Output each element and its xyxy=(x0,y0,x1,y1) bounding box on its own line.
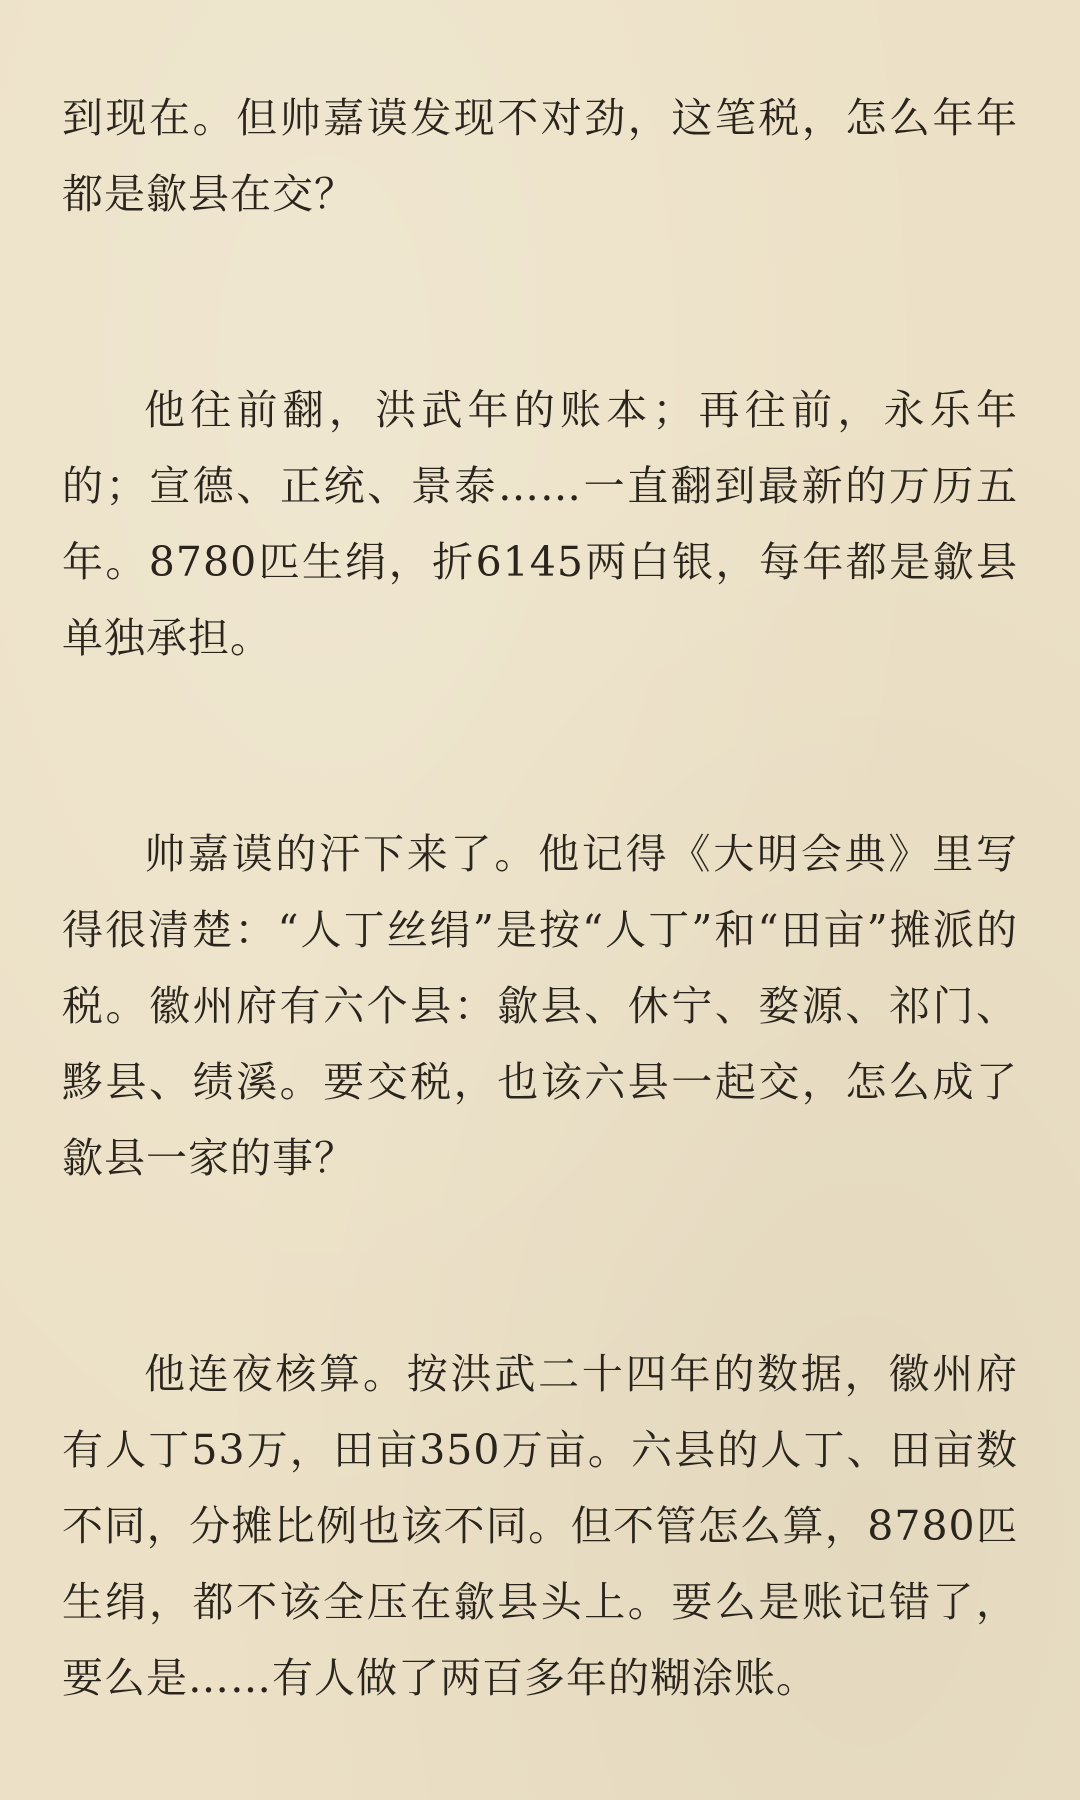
paragraph-gap xyxy=(62,676,1018,816)
paragraph-1: 到现在。但帅嘉谟发现不对劲，这笔税，怎么年年都是歙县在交？ xyxy=(62,94,1018,218)
paragraph-3: 帅嘉谟的汗下来了。他记得《大明会典》里写得很清楚：“人丁丝绢”是按“人丁”和“田亩”摊派的税。徽州府有六个县：歙县、休宁、婺源、祁门、黟县、绩溪。要交税，也该六县一起交，怎么成了歙县一家的事？ xyxy=(62,830,1018,1182)
paragraph-4: 他连夜核算。按洪武二十四年的数据，徽州府有人丁53万，田亩350万亩。六县的人丁、田亩数不同，分摊比例也该不同。但不管怎么算，8780匹生绢，都不该全压在歙县头上。要么是账记错了，要么是……有人做了两百多年的糊涂账。 xyxy=(62,1350,1018,1702)
paragraph-gap xyxy=(62,232,1018,372)
paragraph-gap xyxy=(62,1196,1018,1336)
paragraph-2: 他往前翻，洪武年的账本；再往前，永乐年的；宣德、正统、景泰……一直翻到最新的万历五年。8780匹生绢，折6145两白银，每年都是歙县单独承担。 xyxy=(62,386,1018,662)
